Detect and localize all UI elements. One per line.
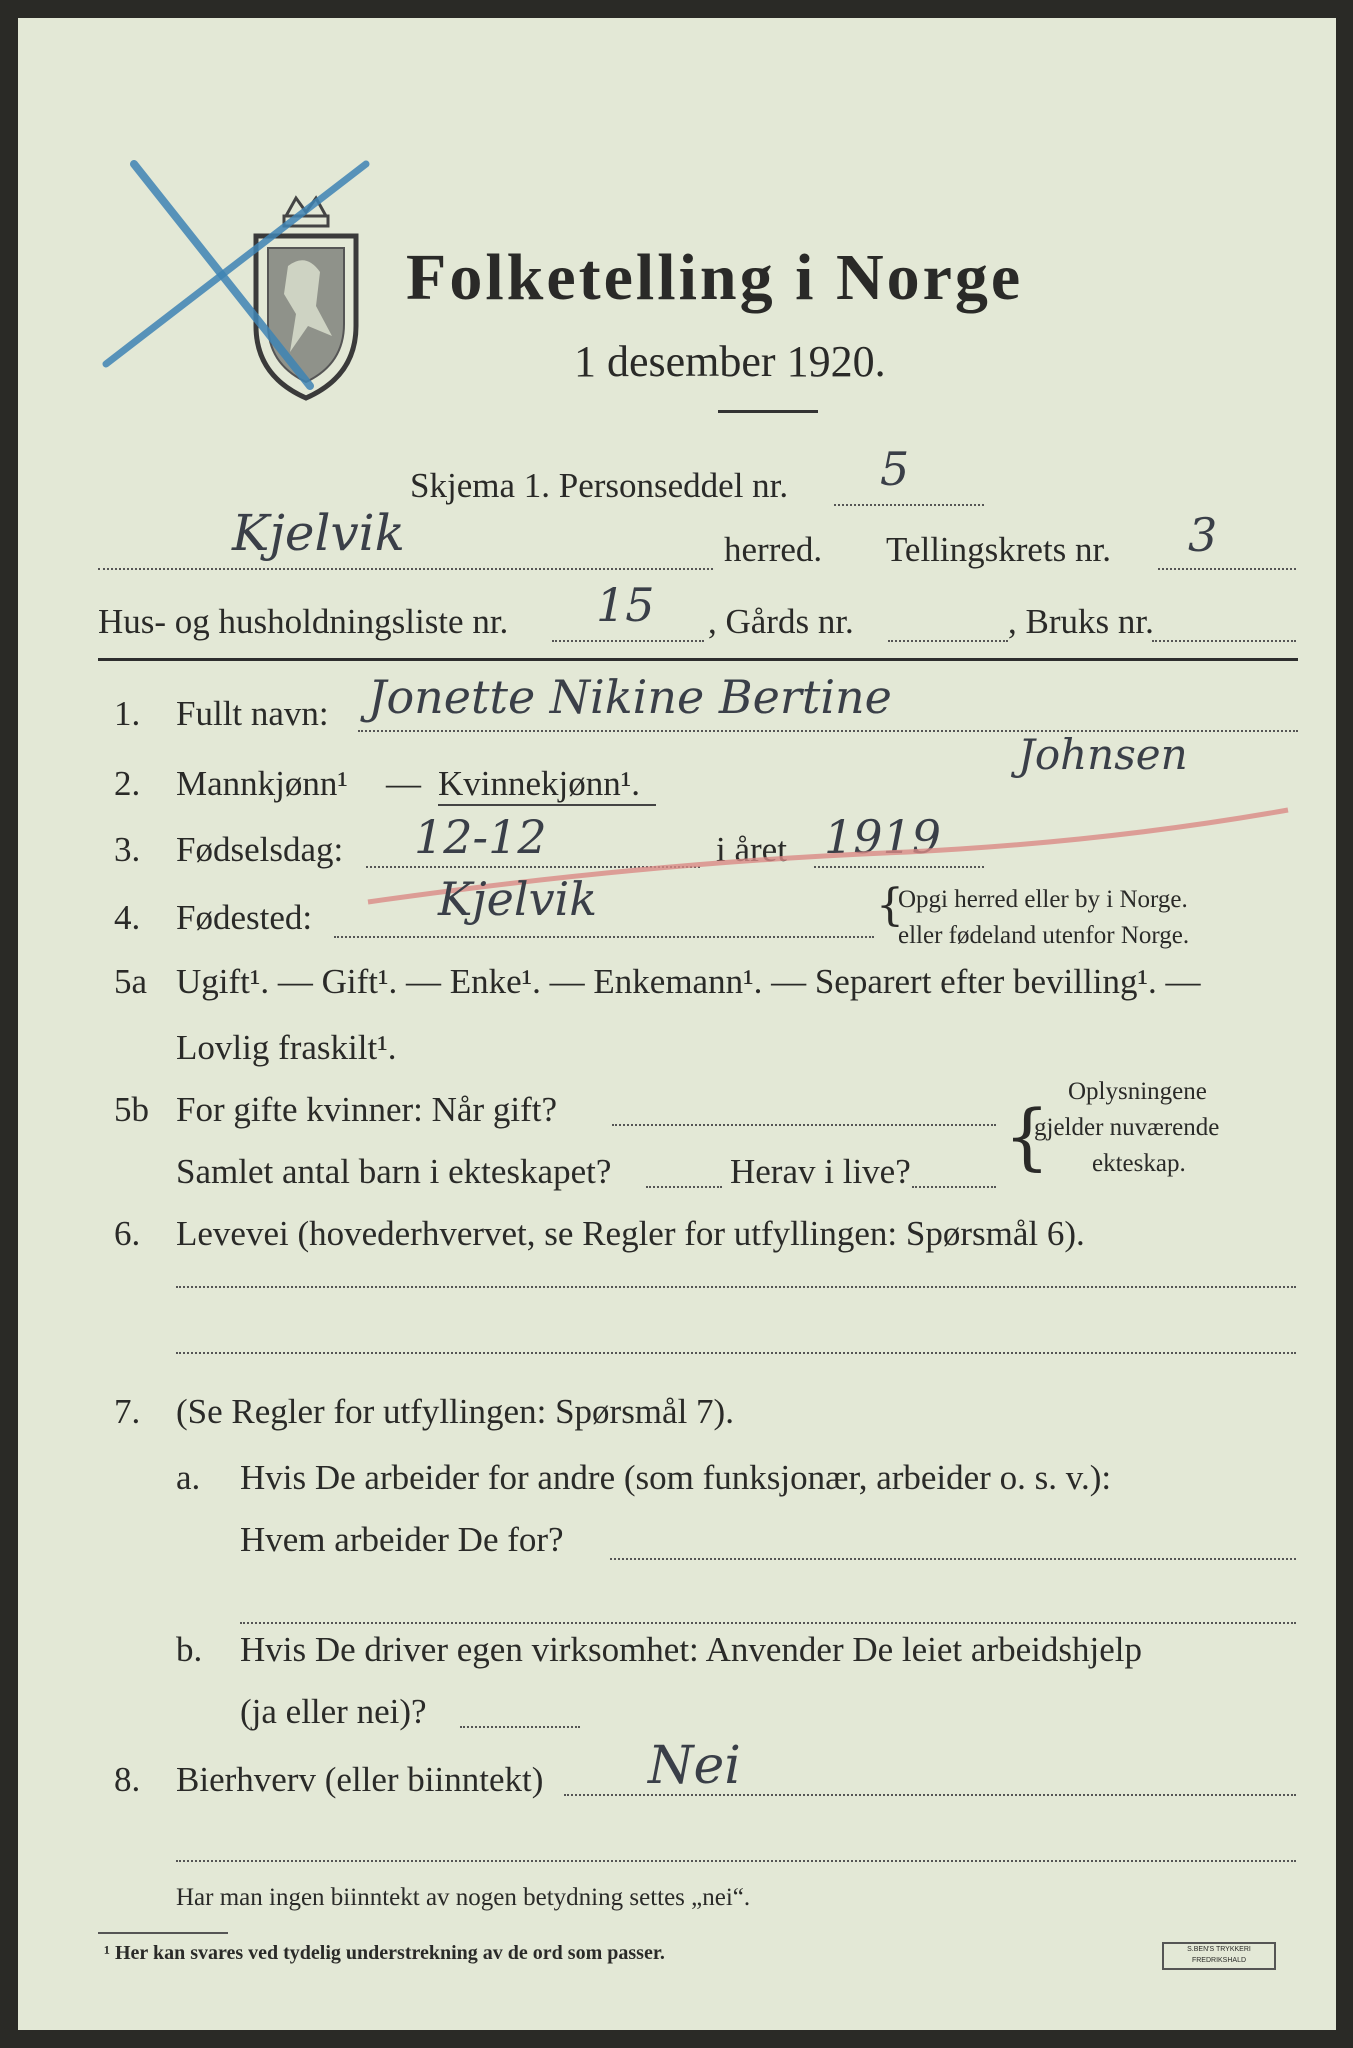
header-divider (98, 658, 1298, 661)
q5b-number: 5b (114, 1090, 149, 1129)
q4-brace-icon: { (876, 880, 904, 931)
household-list-field-line (552, 640, 704, 642)
female-option[interactable]: Kvinnekjønn¹. (438, 764, 641, 803)
footnote: ¹ Her kan svares ved tydelig understrekning av de ord som passer. (104, 1942, 665, 1964)
q7b-letter: b. (176, 1630, 203, 1669)
schema-field-line (834, 504, 984, 506)
q3-number: 3. (114, 830, 141, 869)
printer-stamp: S.BEN'S TRYKKERI FREDRIKSHALD (1162, 1942, 1276, 1970)
q5b-brace-icon: { (1004, 1094, 1050, 1178)
gards-label: , Gårds nr. (708, 602, 854, 641)
q5a-number: 5a (114, 962, 148, 1001)
herred-label: herred. (724, 530, 823, 569)
gards-field-line (888, 640, 1008, 642)
marriage-note-1: Oplysningene (1068, 1078, 1207, 1105)
occupation-label: Levevei (hovederhvervet, se Regler for utfyllingen: Spørsmål 6). (176, 1214, 1085, 1253)
tellingskrets-label: Tellingskrets nr. (886, 530, 1112, 569)
marriage-note-2: gjelder nuværende (1034, 1114, 1220, 1141)
form-title: Folketelling i Norge (406, 241, 1024, 314)
marriage-note-3: ekteskap. (1092, 1150, 1186, 1177)
herred-value[interactable]: Kjelvik (232, 504, 405, 562)
q4-label: Fødested: (176, 898, 313, 937)
surname-value[interactable]: Johnsen (1018, 730, 1188, 779)
q6-number: 6. (114, 1214, 141, 1253)
blue-cross-mark-icon (78, 118, 398, 418)
q4-number: 4. (114, 898, 141, 937)
year-label: i året (716, 830, 787, 869)
no-income-note: Har man ingen biinntekt av nogen betydning settes „nei“. (176, 1884, 751, 1911)
q1-label: Fullt navn: (176, 694, 329, 733)
side-income-value[interactable]: Nei (648, 1736, 741, 1796)
tellingskrets-value[interactable]: 3 (1188, 508, 1218, 562)
employer-field-line-2[interactable] (240, 1622, 1296, 1624)
q7-number: 7. (114, 1392, 141, 1431)
employer-label: Hvem arbeider De for? (240, 1520, 564, 1559)
hired-help-field-line[interactable] (460, 1726, 580, 1728)
children-alive-field-line (912, 1186, 996, 1188)
birthplace-value[interactable]: Kjelvik (438, 872, 598, 926)
full-name-value[interactable]: Jonette Nikine Bertine (368, 670, 892, 724)
household-list-value[interactable]: 15 (596, 578, 655, 632)
tellingskrets-field-line (1158, 568, 1296, 570)
marital-status-options[interactable]: Ugift¹. — Gift¹. — Enke¹. — Enkemann¹. — Separert efter bevilling¹. — (176, 962, 1201, 1001)
employer-field-line[interactable] (610, 1558, 1296, 1560)
children-count-field-line (646, 1186, 722, 1188)
male-option[interactable]: Mannkjønn¹ (176, 764, 348, 803)
footnote-divider (98, 1932, 228, 1934)
q7b-question: Hvis De driver egen virksomhet: Anvender De leiet arbeidshjelp (240, 1630, 1142, 1669)
title-divider (718, 410, 818, 413)
q2-dash: — (386, 764, 421, 803)
census-form (18, 18, 1336, 2030)
q8-number: 8. (114, 1760, 141, 1799)
census-date: 1 desember 1920. (574, 337, 886, 386)
birthdate-value[interactable]: 12-12 (414, 810, 547, 864)
children-count-label: Samlet antal barn i ekteskapet? (176, 1152, 612, 1191)
occupation-field-line-1[interactable] (176, 1286, 1296, 1288)
herred-field-line (98, 568, 713, 570)
birthplace-note-2: eller fødeland utenfor Norge. (898, 922, 1190, 949)
q3-label: Fødselsdag: (176, 830, 344, 869)
bruks-field-line (1152, 640, 1296, 642)
side-income-label: Bierhverv (eller biinntekt) (176, 1760, 544, 1799)
q7-label: (Se Regler for utfyllingen: Spørsmål 7). (176, 1392, 734, 1431)
schema-label: Skjema 1. Personseddel nr. (410, 466, 789, 505)
schema-value[interactable]: 5 (880, 442, 910, 496)
q7a-question: Hvis De arbeider for andre (som funksjonær, arbeider o. s. v.): (240, 1458, 1112, 1497)
birthplace-note-1: Opgi herred eller by i Norge. (898, 886, 1188, 913)
hired-help-label: (ja eller nei)? (240, 1692, 427, 1731)
side-income-field-line-2 (176, 1860, 1296, 1862)
q2-number: 2. (114, 764, 141, 803)
household-list-label: Hus- og husholdningsliste nr. (98, 602, 509, 641)
occupation-field-line-2[interactable] (176, 1352, 1296, 1354)
birth-year-value[interactable]: 1919 (824, 810, 942, 864)
children-alive-label: Herav i live? (730, 1152, 911, 1191)
q1-number: 1. (114, 694, 141, 733)
birthplace-field-line (334, 936, 874, 938)
q7a-letter: a. (176, 1458, 201, 1497)
marriage-date-label: For gifte kvinner: Når gift? (176, 1090, 558, 1129)
divorced-option[interactable]: Lovlig fraskilt¹. (176, 1028, 397, 1067)
bruks-label: , Bruks nr. (1008, 602, 1154, 641)
marriage-date-field-line (612, 1124, 996, 1126)
